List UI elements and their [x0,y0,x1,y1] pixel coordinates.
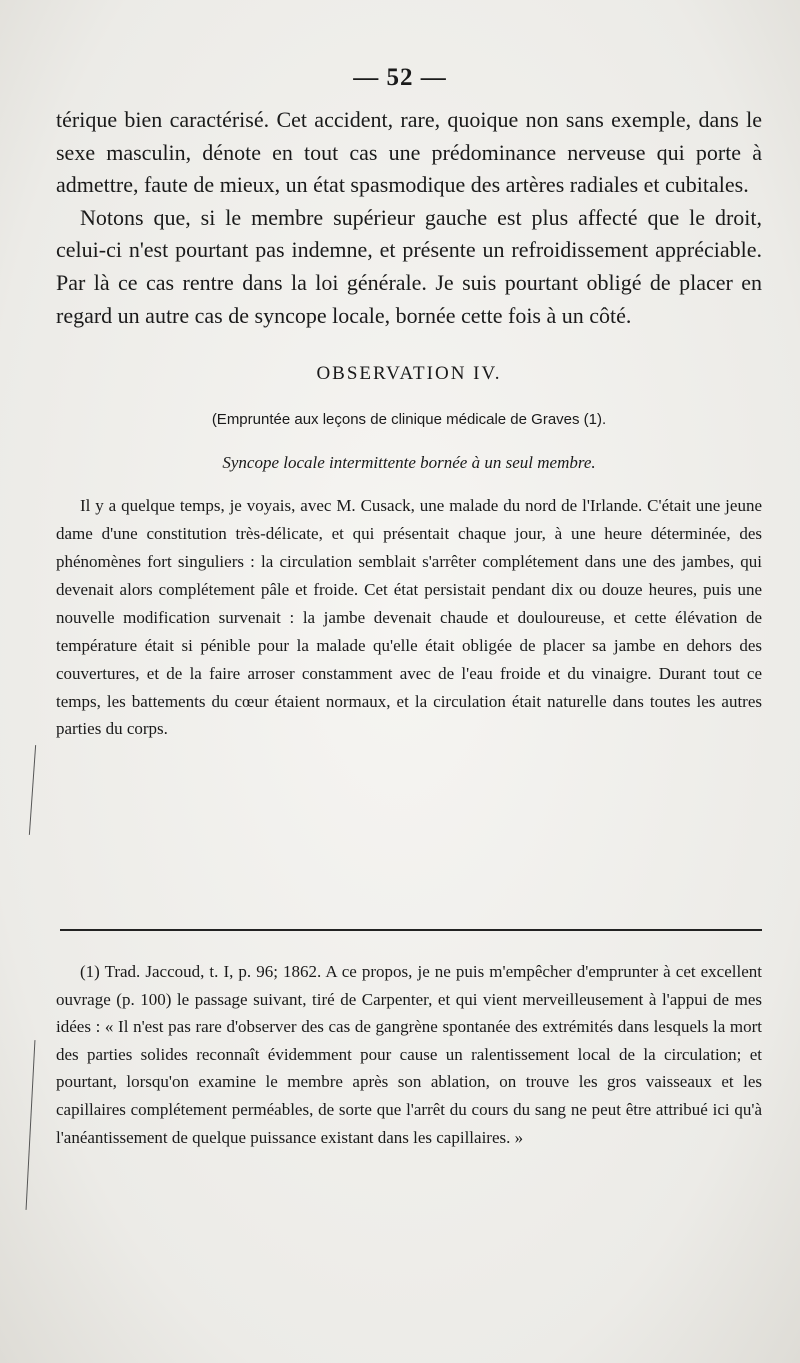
observation-body [56,492,762,743]
footnote-separator [60,929,762,931]
footnote [56,958,762,1151]
observation-subtitle: Syncope locale intermittente bornée à un seul membre. [222,453,596,473]
margin-pencil-mark [26,1040,36,1210]
body-text-top [56,104,762,332]
page-number: — 52 — [353,64,447,91]
paragraph-notons: Notons que, si le membre supérieur gauche est plus affecté que le droit, celui-ci n'est pourtant pas indemne, et présente un refroidissement appréciable. Par là ce cas rentre dans la loi générale. Je suis pourtant obligé de placer en regard un autre cas de syncope locale, bornée cette fois à un côté. [56,204,762,328]
margin-pencil-mark [29,745,36,835]
observation-title: OBSERVATION IV. [316,363,502,385]
observation-paragraph: Il y a quelque temps, je voyais, avec M. Cusack, une malade du nord de l'Irlande. C'était une jeune dame d'une constitution très-délicate, et qui présentait chaque jour, à une heure déterminée, des phénomènes fort singuliers : la circulation semblait s'arrêter complétement dans une des jambes, qui devenait alors complétement pâle et froide. Cet état persistait pendant dix ou douze heures, puis une nouvelle modification survenait : la jambe devenait chaude et douloureuse, et cette élévation de température était si pénible pour la malade qu'elle était obligée de placer sa jambe en dehors des couvertures, et de la faire arroser constamment avec de l'eau froide et du vinaigre. Durant tout ce temps, les battements du cœur étaient normaux, et la circulation était naturelle dans toutes les autres parties du corps. [56,496,762,739]
observation-source: (Empruntée aux leçons de clinique médicale de Graves (1). [211,411,607,429]
main-text [56,104,762,743]
footnote-text: (1) Trad. Jaccoud, t. I, p. 96; 1862. A ce propos, je ne puis m'empêcher d'emprunter à cet excellent ouvrage (p. 100) le passage suivant, tiré de Carpenter, et qui vient merveilleusement à l'appui de mes idées : « Il n'est pas rare d'observer des cas de gangrène spontanée des extrémités dans lesquels la mort des parties solides reconnaît évidemment pour cause un ralentissement local de la circulation; et pourtant, lorsqu'on examine le membre après son ablation, on trouve les gros vaisseaux et les capillaires complétement perméables, de sorte que l'arrêt du cours du sang ne peut être attribué ici qu'à l'anéantissement de quelque puissance existant dans les capillaires. » [56,962,762,1147]
paragraph-continuation: térique bien caractérisé. Cet accident, rare, quoique non sans exemple, dans le sexe masculin, dénote en tout cas une prédominance nerveuse qui porte à admettre, faute de mieux, un état spasmodique des artères radiales et cubitales. [56,107,762,198]
